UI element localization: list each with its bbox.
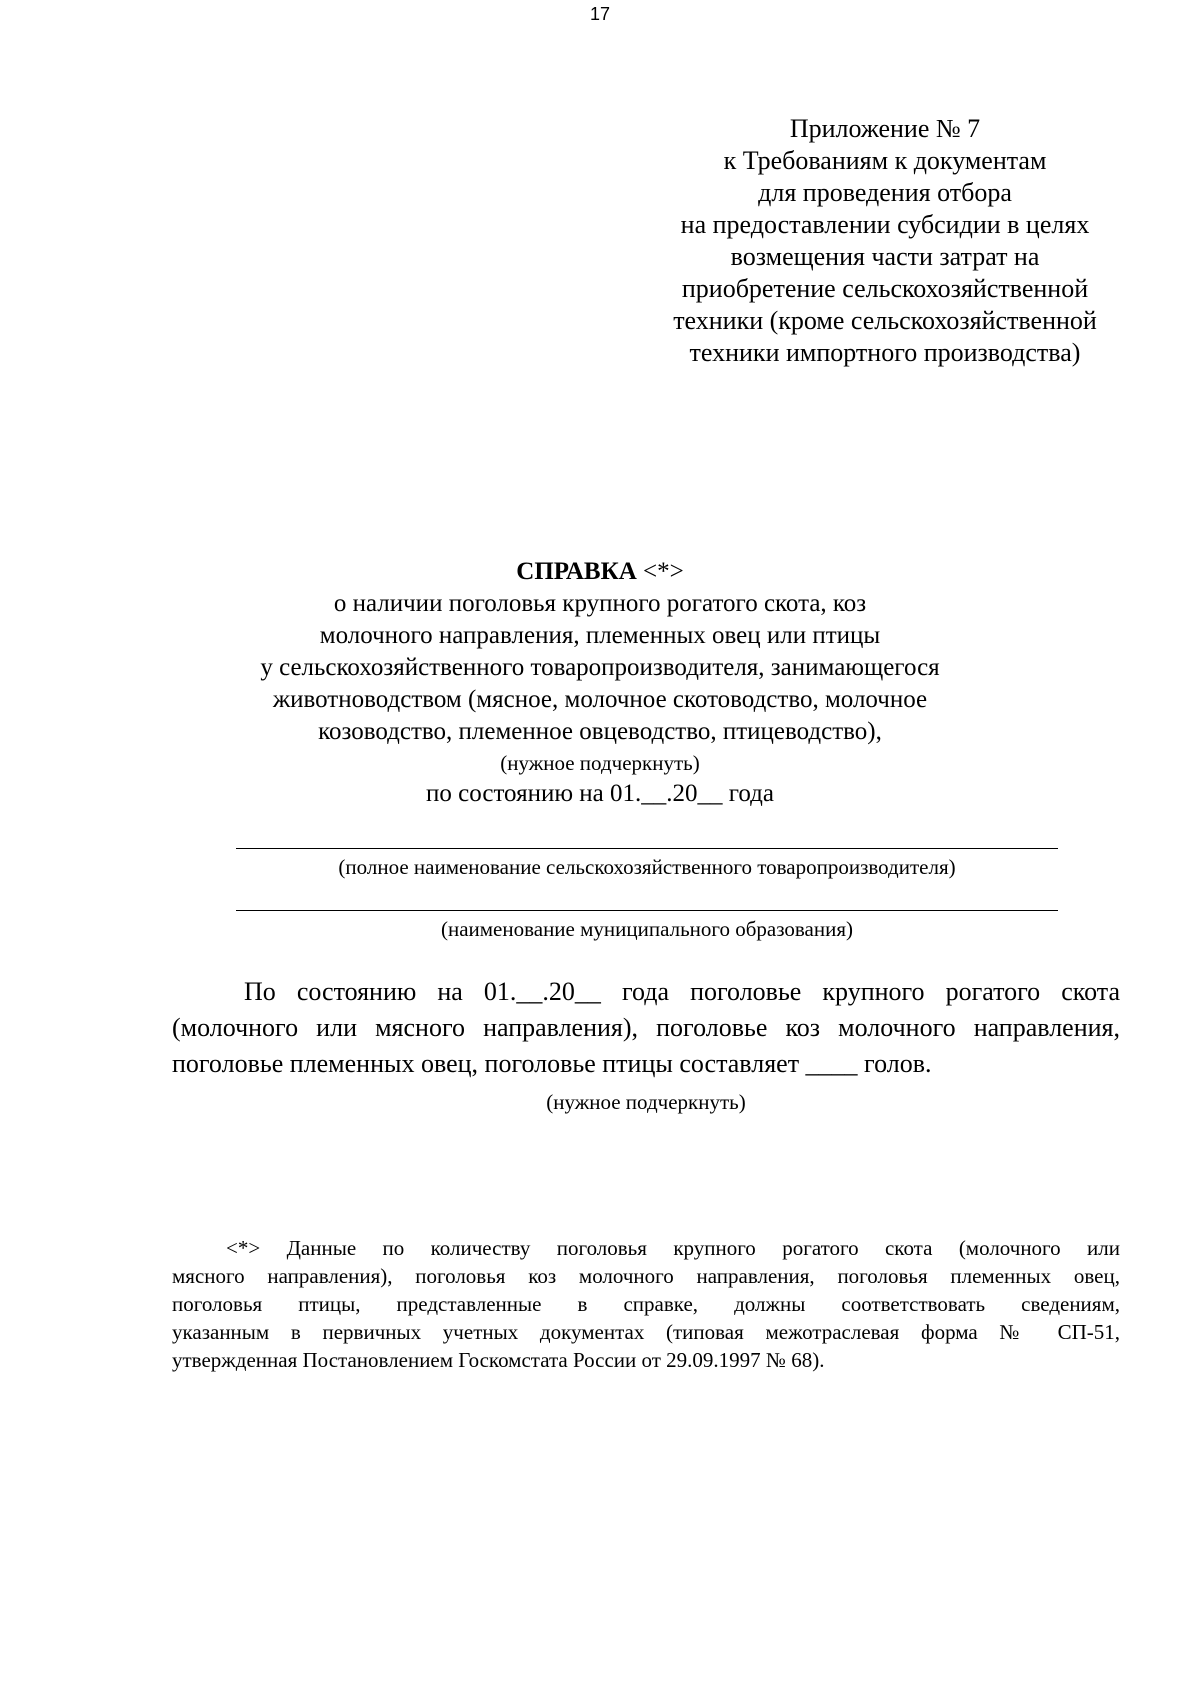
title-line: молочного направления, племенных овец или птицы (319, 622, 881, 649)
producer-name-field[interactable] (236, 848, 1058, 881)
footnote-line: утвержденная Постановлением Госкомстата России от 29.09.1997 № 68). (172, 1348, 825, 1372)
municipality-caption: (наименование муниципального образования) (440, 917, 854, 941)
title-line: у сельскохозяйственного товаропроизводителя, занимающегося (260, 654, 940, 681)
title-line: животноводством (мясное, молочное скотоводство, молочное (272, 686, 928, 713)
date-line: по состоянию на 01.__.20__ года (426, 780, 774, 807)
footnote-marker: <*> (636, 558, 684, 585)
appendix-line: Приложение № 7 (789, 114, 981, 143)
appendix-line: для проведения отбора (758, 178, 1012, 207)
underline-note: (нужное подчеркнуть) (500, 751, 700, 775)
producer-name-line[interactable] (236, 848, 1058, 849)
appendix-line: возмещения части затрат на (730, 242, 1040, 271)
footnote-line: указанным в первичных учетных документах (типовая межотраслевая форма № СП-51, (172, 1320, 1120, 1344)
footnote-line: <*> Данные по количеству поголовья крупного рогатого скота (молочного или (226, 1236, 1120, 1260)
title-line: о наличии поголовья крупного рогатого скота, коз (333, 590, 867, 617)
appendix-line: к Требованиям к документам (723, 146, 1047, 175)
appendix-line: приобретение сельскохозяйственной (681, 274, 1089, 303)
document-title-block (150, 556, 1050, 810)
body-paragraph (172, 974, 1120, 1082)
appendix-header (640, 113, 1130, 369)
producer-name-caption: (полное наименование сельскохозяйственного товаропроизводителя) (338, 855, 956, 879)
footnote-line: мясного направления), поголовья коз молочного направления, поголовья племенных овец, (172, 1264, 1120, 1288)
body-line: По состоянию на 01.__.20__ года поголовье крупного рогатого скота (244, 977, 1120, 1006)
appendix-line: техники импортного производства) (689, 338, 1081, 367)
title-main: СПРАВКА (516, 558, 637, 585)
body-underline-note: (нужное подчеркнуть) (546, 1090, 746, 1114)
footnote (172, 1234, 1120, 1374)
municipality-line[interactable] (236, 910, 1058, 911)
appendix-line: техники (кроме сельскохозяйственной (673, 306, 1097, 335)
body-line: поголовье племенных овец, поголовье птицы составляет ____ голов. (172, 1049, 932, 1078)
appendix-line: на предоставлении субсидии в целях (680, 210, 1090, 239)
page-number: 17 (589, 4, 611, 24)
municipality-field[interactable] (236, 910, 1058, 943)
document-title (150, 556, 1050, 588)
title-line: козоводство, племенное овцеводство, птицеводство), (318, 718, 882, 745)
footnote-line: поголовья птицы, представленные в справке, должны соответствовать сведениям, (172, 1292, 1120, 1316)
body-line: (молочного или мясного направления), поголовье коз молочного направления, (172, 1013, 1120, 1042)
